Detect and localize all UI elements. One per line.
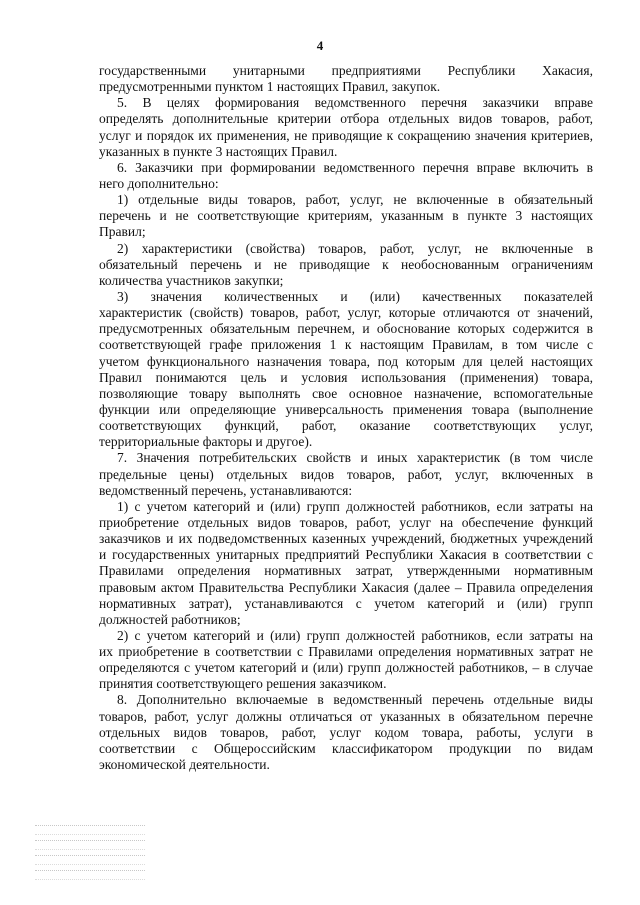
faded-stamp <box>35 825 145 883</box>
text-line: указанных в пункте 3 настоящих Правил. <box>99 143 338 159</box>
text-line: соответствующей графе приложения 1 к настоящим Правилам, в том числе с <box>99 337 593 353</box>
text-line: и государственных унитарных предприятий Республики Хакасия в соответствии с <box>99 547 593 563</box>
text-line: него дополнительно: <box>99 175 219 191</box>
text-line: предусмотренными пунктом 1 настоящих Правил, закупок. <box>99 79 441 95</box>
paragraph-6-first-line: 6. Заказчики при формировании ведомственного перечня вправе включить в <box>117 159 593 175</box>
page-number: 4 <box>316 38 324 53</box>
paragraph-7-first-line: 7. Значения потребительских свойств и иных характеристик (в том числе <box>117 450 593 466</box>
text-line: соответствии с Общероссийским классификатором продукции по видам <box>99 740 593 756</box>
paragraph-5-first-line: 5. В целях формирования ведомственного перечня заказчики вправе <box>117 95 593 111</box>
text-line: приобретение отдельных видов товаров, работ, услуг на обеспечение функций <box>99 514 593 530</box>
text-line: определять дополнительные критерии отбора отдельных видов товаров, работ, <box>99 111 593 127</box>
text-line: характеристик (свойств) товаров, работ, услуг, которые отличаются от значений, <box>99 305 593 321</box>
list-item-1-first-line: 1) отдельные виды товаров, работ, услуг, не включенные в обязательный <box>117 192 593 208</box>
subitem-2-first-line: 2) с учетом категорий и (или) групп должностей работников, если затраты на <box>117 627 593 643</box>
text-line: учетом функционального назначения товара, под которым для целей настоящих <box>99 353 593 369</box>
document-body <box>99 63 593 773</box>
text-line: предельные цены) отдельных видов товаров, работ, услуг, включенных в <box>99 466 593 482</box>
text-line: отдельных видов товаров, работ, услуг кодом товара, работы, услуги в <box>99 724 593 740</box>
text-line: территориальные факторы и другое). <box>99 434 313 450</box>
text-line: принятия соответствующего решения заказчиком. <box>99 676 387 692</box>
paragraph-8-first-line: 8. Дополнительно включаемые в ведомственный перечень отдельные виды <box>117 692 593 708</box>
text-line: экономической деятельности. <box>99 757 270 773</box>
text-line: заказчиков и их подведомственных казенных учреждений, бюджетных учреждений <box>99 531 593 547</box>
text-line: обязательный перечень и не приводящие к необоснованным ограничениям <box>99 256 593 272</box>
text-line: должностей работников; <box>99 611 241 627</box>
text-line: Правил понимаются цель и условия использования (применения) товара, <box>99 369 593 385</box>
text-line: определяются с учетом категорий и (или) групп должностей работников, – в случае <box>99 660 593 676</box>
text-line: услуг и порядок их применения, не приводящие к сокращению значения критериев, <box>99 127 593 143</box>
text-line: соответствующих функций, работ, оказание соответствующих услуг, <box>99 418 593 434</box>
text-line: ведомственный перечень, устанавливаются: <box>99 482 353 498</box>
text-line: их приобретение в соответствии с Правилами определения нормативных затрат не <box>99 644 593 660</box>
text-line: количества участников закупки; <box>99 272 284 288</box>
text-line: товаров, работ, услуг должны отличаться от указанных в обязательном перечне <box>99 708 593 724</box>
text-line: предусмотренных обязательным перечнем, и обоснование которых содержится в <box>99 321 593 337</box>
text-line: государственными унитарными предприятиями Республики Хакасия, <box>99 63 593 78</box>
list-item-2-first-line: 2) характеристики (свойства) товаров, работ, услуг, не включенные в <box>117 240 593 256</box>
subitem-1-first-line: 1) с учетом категорий и (или) групп должностей работников, если затраты на <box>117 498 593 514</box>
text-line: Правилами определения нормативных затрат, утвержденными нормативным <box>99 563 593 579</box>
text-line: правовым актом Правительства Республики Хакасия (далее – Правила определения <box>99 579 593 595</box>
text-line: функции или определяющие универсальность применения товара (выполнение <box>99 401 593 417</box>
text-line: перечень и не соответствующие критериям, указанным в пункте 3 настоящих <box>99 208 593 224</box>
list-item-3-first-line: 3) значения количественных и (или) качественных показателей <box>117 288 593 304</box>
text-line: позволяющие товару выполнять свое основное назначение, вспомогательные <box>99 385 593 401</box>
text-line: нормативных затрат), устанавливаются с учетом категорий и (или) групп <box>99 595 593 611</box>
text-line: Правил; <box>99 224 146 240</box>
